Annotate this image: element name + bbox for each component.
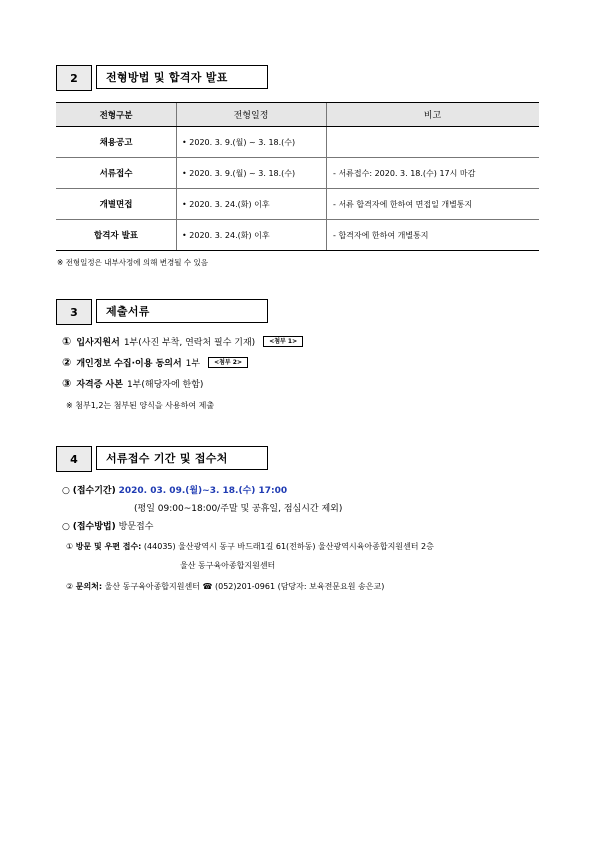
row-stage: 개별면접 bbox=[56, 189, 177, 220]
schedule-table-header bbox=[56, 103, 539, 127]
circle-bullet: ○ bbox=[62, 522, 70, 532]
bullet: • bbox=[182, 168, 187, 178]
method-value: 방문접수 bbox=[118, 522, 154, 532]
header-schedule: 전형일정 bbox=[177, 103, 327, 127]
section-4-number: 4 bbox=[56, 446, 92, 472]
section-3-number: 3 bbox=[56, 299, 92, 325]
table-row bbox=[56, 127, 539, 158]
visit-label: 방문 및 우편 접수: bbox=[75, 542, 142, 551]
contact-line bbox=[66, 581, 384, 592]
row-note bbox=[327, 127, 540, 158]
attachment-badge: <첨부 2> bbox=[208, 357, 248, 368]
dash: - bbox=[333, 199, 336, 209]
contact-org: 울산 동구육아종합지원센터 bbox=[104, 582, 200, 591]
dash: - bbox=[333, 168, 336, 178]
document-item bbox=[62, 377, 203, 390]
bullet: • bbox=[182, 199, 187, 209]
row-schedule: • 2020. 3. 24.(화) 이후 bbox=[177, 220, 327, 251]
contact-label: 문의처: bbox=[75, 582, 103, 591]
row-note: - 서류접수: 2020. 3. 18.(수) 17시 마감 bbox=[327, 158, 540, 189]
row-schedule: • 2020. 3. 9.(월) ~ 3. 18.(수) bbox=[177, 127, 327, 158]
document-item bbox=[62, 335, 303, 348]
period-line bbox=[62, 483, 287, 496]
schedule-table bbox=[56, 102, 539, 251]
section-4-header bbox=[56, 446, 268, 472]
contact-number: ② bbox=[66, 582, 74, 591]
row-schedule: • 2020. 3. 24.(화) 이후 bbox=[177, 189, 327, 220]
row-note: - 합격자에 한하여 개별통지 bbox=[327, 220, 540, 251]
header-stage: 전형구분 bbox=[56, 103, 177, 127]
section-3-header bbox=[56, 299, 268, 325]
phone-icon: ☎ bbox=[202, 582, 213, 591]
section-2-title: 전형방법 및 합격자 발표 bbox=[96, 65, 268, 89]
contact-manager: (담당자: 보육전문요원 송은교) bbox=[277, 582, 385, 591]
visit-number: ① bbox=[66, 542, 74, 551]
section-2-number: 2 bbox=[56, 65, 92, 91]
schedule-footnote: ※ 전형일정은 내부사정에 의해 변경될 수 있음 bbox=[57, 258, 208, 267]
period-label: (접수기간) bbox=[72, 486, 116, 496]
table-row bbox=[56, 220, 539, 251]
item-name: 자격증 사본 bbox=[76, 380, 123, 390]
section-4-title: 서류접수 기간 및 접수처 bbox=[96, 446, 268, 470]
contact-phone: (052)201-0961 bbox=[215, 582, 276, 591]
visit-address: (44035) 울산광역시 동구 바드래1길 61(전하동) 울산광역시육아종합지원센터 2층 bbox=[143, 542, 434, 551]
method-line bbox=[62, 519, 153, 532]
method-label: (접수방법) bbox=[72, 522, 116, 532]
item-name: 개인정보 수집·이용 동의서 bbox=[76, 359, 182, 369]
item-number: ③ bbox=[62, 377, 72, 390]
row-schedule: • 2020. 3. 9.(월) ~ 3. 18.(수) bbox=[177, 158, 327, 189]
table-row bbox=[56, 158, 539, 189]
attachment-badge: <첨부 1> bbox=[263, 336, 303, 347]
document-item bbox=[62, 356, 248, 369]
table-row bbox=[56, 189, 539, 220]
row-stage: 서류접수 bbox=[56, 158, 177, 189]
period-value: 2020. 03. 09.(월)~3. 18.(수) 17:00 bbox=[118, 486, 288, 496]
row-note: - 서류 합격자에 한하여 면접일 개별통지 bbox=[327, 189, 540, 220]
circle-bullet: ○ bbox=[62, 486, 70, 496]
item-name: 입사지원서 bbox=[76, 338, 120, 348]
visit-address-line bbox=[66, 541, 434, 552]
bullet: • bbox=[182, 230, 187, 240]
documents-note: ※ 첨부1,2는 첨부된 양식을 사용하여 제출 bbox=[66, 401, 215, 410]
item-desc: 1부(해당자에 한함) bbox=[126, 380, 204, 390]
item-desc: 1부(사진 부착, 연락처 필수 기재) bbox=[123, 338, 256, 348]
dash: - bbox=[333, 230, 336, 240]
visit-address-line2: 울산 동구육아종합지원센터 bbox=[180, 561, 276, 570]
header-note: 비고 bbox=[327, 103, 540, 127]
item-desc: 1부 bbox=[185, 359, 201, 369]
item-number: ② bbox=[62, 356, 72, 369]
row-stage: 합격자 발표 bbox=[56, 220, 177, 251]
row-stage: 채용공고 bbox=[56, 127, 177, 158]
section-3-title: 제출서류 bbox=[96, 299, 268, 323]
bullet: • bbox=[182, 137, 187, 147]
section-2-header bbox=[56, 65, 268, 91]
item-number: ① bbox=[62, 335, 72, 348]
period-detail: (평일 09:00~18:00/주말 및 공휴일, 점심시간 제외) bbox=[134, 504, 343, 514]
